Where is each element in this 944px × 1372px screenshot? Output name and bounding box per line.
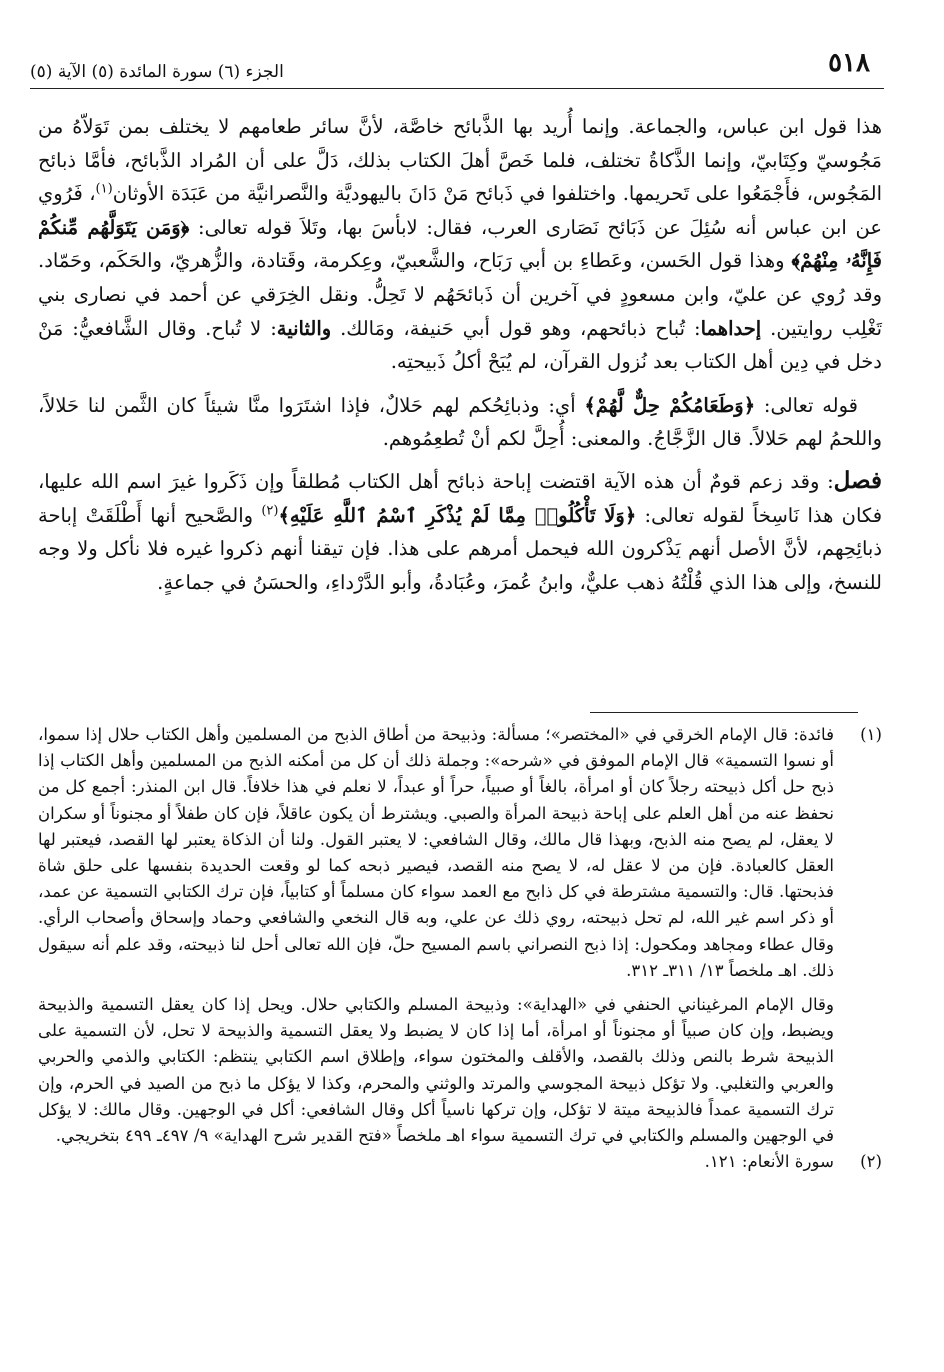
footnote-ref-1[interactable]: (١): [95, 181, 113, 197]
text-segment: وهذا قول الحَسن، وعَطاءِ بن أبي رَبَاح، والشَّعبيّ، وعِكرمة، وقَتادة، والزُّهريّ، والحَكَم، وحَمّاد. وقد رُوي عن عليّ، وابن مسعودٍ في آخرين أن ذَبائحَهُم لا تَحِلُّ. ونقل الخِرَقي عن أحمد في نصارى بني تَغْلِب روايتين.: [38, 249, 883, 340]
riwaya-label-1: إحداهما: [700, 316, 762, 340]
text-segment: ، فَرُوي عن ابن عباس أنه سُئِلَ عن ذَبَائح نَصَارى العرب، فقال: لابأسَ بها، وتَلاَ قوله تعالى:: [38, 182, 882, 239]
quran-verse: ﴿وَمَن يَتَوَلَّهُم مِّنكُمْ فَإِنَّهُۥ مِنْهُمْ﴾: [38, 215, 882, 273]
paragraph-1: [38, 110, 882, 379]
footnote-separator: [590, 712, 858, 713]
paragraph-fasl: [38, 464, 882, 599]
footnote-ref-2[interactable]: (٢): [261, 503, 279, 519]
text-segment: قوله تعالى:: [755, 393, 858, 417]
running-header: [30, 48, 884, 89]
paragraph-2: [38, 389, 882, 456]
footnotes: [38, 722, 882, 1175]
footnote-text: سورة الأنعام: ١٢١.: [704, 1152, 834, 1172]
footnote-text: وقال الإمام المرغيناني الحنفي في «الهداية»: وذبيحة المسلم والكتابي حلال. ويحل إذا كان يعقل التسمية والذبيحة ويضبط، وإن كان صبياً أو مجنوناً أو امرأة، أما إذا كان لا يضبط ولا يعقل التسمية والذبيحة لا تحل، لأن التسمية على الذبيحة شرط بالنص وذلك بالقصد، والأقلف والمختون سواء، وإطلاق اسم الكتابي ينتظم: الكتابي والذمي والحربي والعربي والتغلبي. ولا تؤكل ذبيحة المجوسي والمرتد والوثني والمحرم، وكذا لا يؤكل ما ذبح من الصيد في الحرم، وإن ترك التسمية عمداً فالذبيحة ميتة لا تؤكل، وإن تركها ناسياً أكل وقال الشافعي: أكل في الوجهين. وقال مالك: لا يؤكل في الوجهين والمسلم والكتابي في ترك التسمية سواء اهـ ملخصاً «فتح القدير شرح الهداية» ٩/ ٤٩٧ـ ٤٩٩ بتخريجي.: [38, 995, 834, 1146]
footnote-text: فائدة: قال الإمام الخرقي في «المختصر»؛ مسألة: وذبيحة من أطاق الذبح من المسلمين وأهل الكتاب حلال إذا سموا، أو نسوا التسمية» قال الإمام الموفق في «شرحه»: وجملة ذلك أن كل من أمكنه الذبح من المسلمين وأهل الكتاب إذا ذبح حل أكل ذبيحته رجلاً كان أو امرأة، بالغاً أو صبياً، حراً أو عبداً، لا نعلم في هذا خلافاً. قال ابن المنذر: أجمع كل من نحفظ عنه من أهل العلم على إباحة ذبيحة المرأة والصبي. ويشترط أن يكون عاقلاً، فإن كان طفلاً أو مجنوناً أو سكران لا يعقل، لم يصح منه الذبح، وبهذا قال مالك، وقال الشافعي: لا يعتبر القول. ولنا أن الذكاة يعتبر لها القصد، فيعتبر لها العقل كالعبادة. فإن من لا عقل له، لا يصح منه القصد، فيصير ذبحه كما لو وقعت الحديدة بنفسها على حلق شاة فذبحتها. قال: والتسمية مشترطة في كل ذابح مع العمد سواء كان مسلماً أو كتابياً، فإن ترك الكتابي التسمية عن عمد، أو ذكر اسم غير الله، لم تحل ذبيحته، روي ذلك عن علي، وبه قال النخعي والشافعي وحماد وإسحاق وأصحاب الرأي. وقال عطاء ومجاهد ومكحول: إذا ذبح النصراني باسم المسيح حلّ، فإن الله تعالى أحل لنا ذبيحته، وقد علم أنه سيقول ذلك. اهـ ملخصاً ١٣/ ٣١١ـ ٣١٢.: [38, 725, 834, 980]
running-title: الجزء (٦) سورة المائدة (٥) الآية (٥): [30, 62, 284, 82]
footnote-number: (٢): [860, 1152, 882, 1172]
fasl-heading: فصل: [833, 466, 882, 494]
riwaya-label-2: والثانية: [276, 316, 332, 340]
text-segment: : تُباح ذبائحهم، وهو قول أبي حَنيفة، ومَالك.: [331, 316, 701, 340]
footnote-2: [38, 1149, 882, 1175]
text-segment: والصَّحيح أنها أَطْلَقَتْ إباحة ذبائِحِهم، لأنَّ الأصل أنهم يَذْكرون الله فيحمل أمرهم على هذا. فإن تيقنا أنهم ذكروا غيره فلا نأكل ولا وجه للنسخ، وإلى هذا الذي قُلْتُهُ ذهب عليٌّ، وابنُ عُمرَ، وعُبَادةُ، وأبو الدَّرْداءِ، والحسَنُ في جماعةٍ.: [38, 503, 882, 594]
text-segment: : لا تُباح. وقال الشَّافعيُّ: مَنْ دخل في دِين أهل الكتاب بعد نُزول القرآن، لم يُبَحْ أكلُ ذَبيحتِه.: [38, 316, 882, 374]
text-segment: هذا قول ابن عباس، والجماعة. وإنما أُريد بها الذَّبائح خاصَّة، لأنَّ سائر طعامهم لا يختلف بمن تَوَلاّهُ من مَجُوسيّ وكِتَابيّ، وإنما الذَّكاةُ تختلف، فلما خَصَّ أهلَ الكتاب بذلك، دَلَّ على أن المُراد الذَّبائح، فأمَّا ذبائح المَجُوس، فأَجْمَعُوا على تَحريمها. واختلفوا في ذَبائح مَنْ دَانَ باليهوديَّة والنَّصرانيَّة من عَبَدَة الأوثان: [38, 115, 882, 206]
footnote-number: (١): [860, 725, 882, 744]
main-text: [38, 110, 882, 599]
quran-verse: ﴿وَلَا تَأْكُلُوا۟ مِمَّا لَمْ يُذْكَرِ ٱسْمُ ٱللَّهِ عَلَيْهِ﴾: [278, 503, 637, 527]
page-number: ٥١٨: [828, 48, 870, 78]
footnote-1: [38, 722, 882, 1149]
text-segment: أي: وذبائِحُكم لهم حَلالٌ، فإذا اشتَرَوا منَّا شيئاً كان الثَّمن لنا حَلالاً، واللحمُ لهم حَلالاً. قال الزَّجَّاجُ. والمعنى: أُحِلَّ لكم أنْ تُطعِمُوهم.: [38, 393, 882, 451]
text-segment: : وقد زعم قومٌ أن هذه الآية اقتضت إباحة ذبائح أهل الكتاب مُطلقاً وإن ذَكَروا غيرَ اسم الله عليها، فكان هذا نَاسِخاً لقوله تعالى:: [38, 469, 883, 527]
quran-verse: ﴿وَطَعَامُكُمْ حِلٌّ لَّهُمْ﴾: [584, 393, 756, 417]
